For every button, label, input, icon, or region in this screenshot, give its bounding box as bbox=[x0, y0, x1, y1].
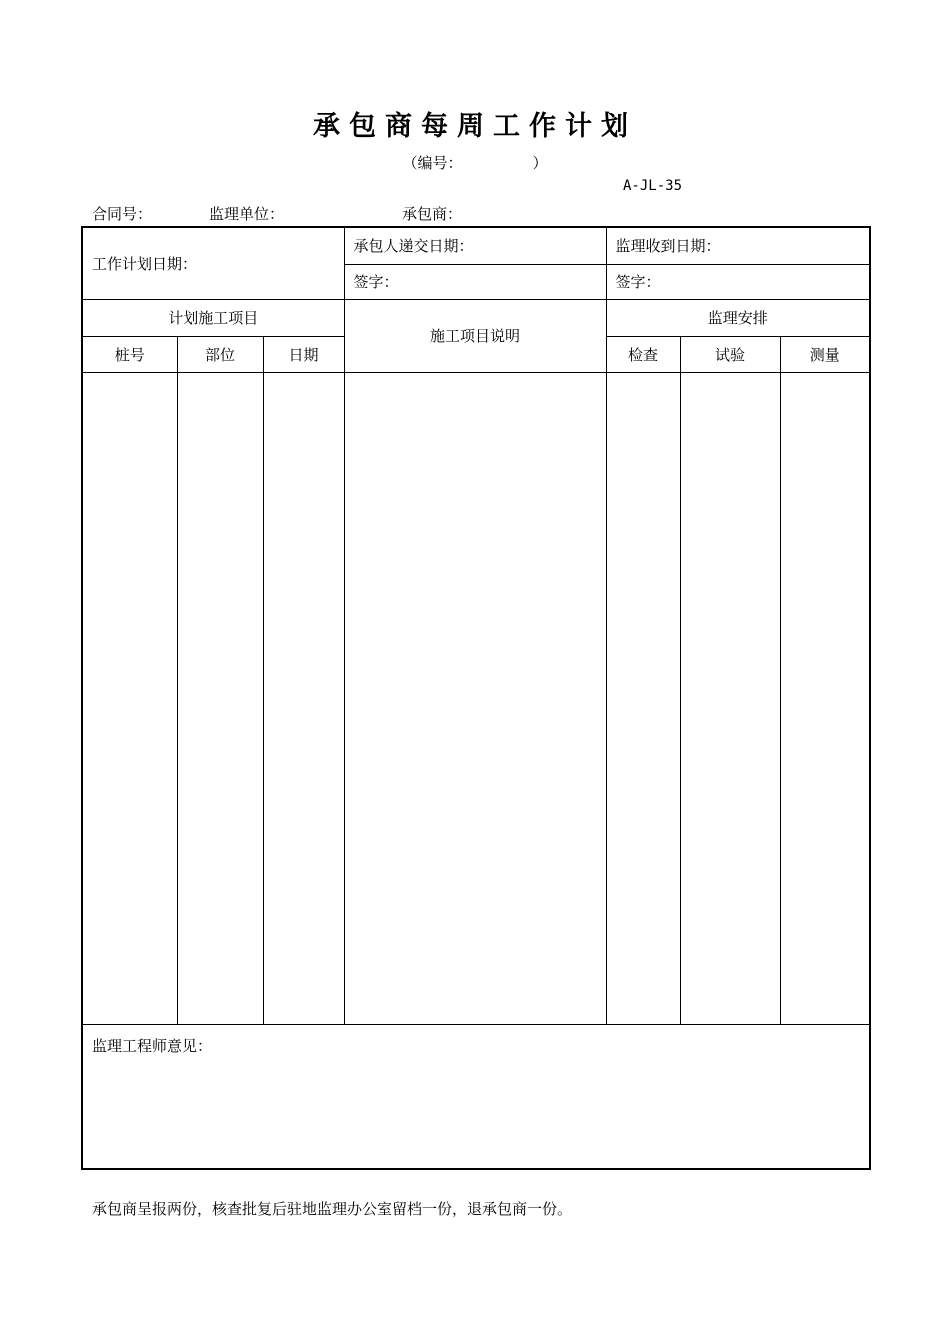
date-entry[interactable] bbox=[263, 372, 344, 1024]
receive-date-cell[interactable]: 监理收到日期： bbox=[606, 227, 870, 264]
description-entry[interactable] bbox=[344, 372, 606, 1024]
survey-entry[interactable] bbox=[780, 372, 870, 1024]
station-header: 桩号 bbox=[82, 336, 177, 372]
serial-open: （编号： bbox=[402, 154, 463, 172]
planned-items-header: 计划施工项目 bbox=[82, 299, 344, 336]
station-entry[interactable] bbox=[82, 372, 177, 1024]
date-header: 日期 bbox=[263, 336, 344, 372]
submit-date-cell[interactable]: 承包人递交日期： bbox=[344, 227, 606, 264]
description-header: 施工项目说明 bbox=[344, 299, 606, 372]
contractor-sign-cell[interactable]: 签字： bbox=[344, 264, 606, 299]
supervisor-sign-cell[interactable]: 签字： bbox=[606, 264, 870, 299]
location-entry[interactable] bbox=[177, 372, 263, 1024]
weekly-plan-table bbox=[81, 226, 871, 1170]
test-entry[interactable] bbox=[680, 372, 780, 1024]
plan-date-cell[interactable]: 工作计划日期： bbox=[82, 227, 344, 299]
supervision-unit-label: 监理单位： bbox=[209, 205, 285, 223]
inspect-entry[interactable] bbox=[606, 372, 680, 1024]
engineer-opinion-cell[interactable]: 监理工程师意见： bbox=[82, 1024, 870, 1169]
form-code: A-JL-35 bbox=[623, 178, 683, 194]
form-title: 承包商每周工作计划 bbox=[313, 111, 637, 142]
survey-header: 测量 bbox=[780, 336, 870, 372]
arrangement-header: 监理安排 bbox=[606, 299, 870, 336]
contractor-label: 承包商： bbox=[402, 205, 463, 223]
location-header: 部位 bbox=[177, 336, 263, 372]
serial-close: ） bbox=[532, 154, 548, 172]
serial-number bbox=[0, 152, 950, 173]
footnote: 承包商呈报两份，核查批复后驻地监理办公室留档一份，退承包商一份。 bbox=[92, 1200, 573, 1218]
contract-no-label: 合同号： bbox=[92, 205, 153, 223]
inspect-header: 检查 bbox=[606, 336, 680, 372]
test-header: 试验 bbox=[680, 336, 780, 372]
